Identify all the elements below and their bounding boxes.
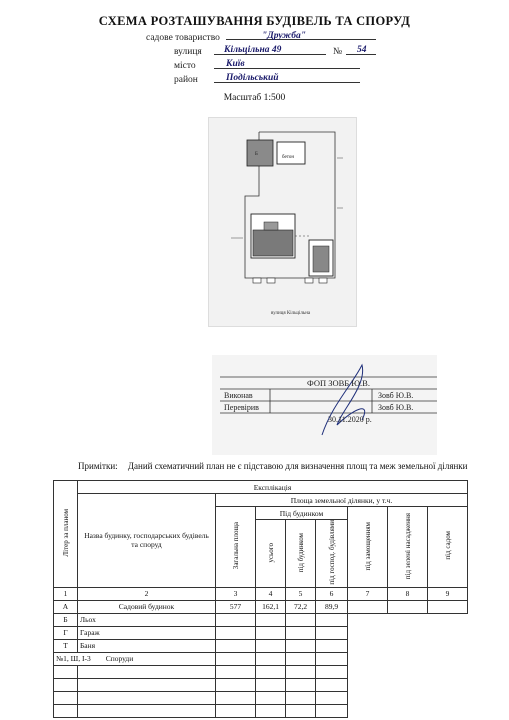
district-label: район	[174, 75, 198, 85]
main-house	[253, 230, 293, 256]
district-value: Подільський	[226, 73, 279, 83]
col-yard-header: під замощенням	[348, 507, 388, 588]
shed-building-label: Б	[255, 152, 258, 157]
col-garden-header: під зелені насадження	[388, 507, 428, 588]
outbuilding	[277, 142, 305, 164]
stamp-text: ФОП ЗОВБ Ю.В.	[307, 378, 370, 388]
shed-building	[247, 140, 273, 166]
table-row: Г Гараж	[54, 626, 468, 639]
col-built-header: усього	[256, 520, 286, 588]
notes-label: Примітки:	[78, 461, 118, 471]
gate-4	[319, 278, 327, 283]
page-title: СХЕМА РОЗТАШУВАННЯ БУДІВЕЛЬ ТА СПОРУД	[98, 14, 411, 28]
site-plan-drawing	[209, 118, 356, 326]
city-value: Київ	[226, 59, 245, 69]
table-row: А Садовий будинок 577 162,1 72,2 89,9	[54, 600, 468, 613]
title-block-area	[212, 355, 437, 455]
table-row: Б Льох	[54, 613, 468, 626]
society-value: "Дружба"	[262, 31, 307, 41]
street-value: Кільцільна 49	[224, 45, 282, 55]
col-letter-header: Літер за планом	[54, 481, 78, 588]
street-label: вулиця	[174, 47, 202, 57]
notes-text: Даний схематичний план не є підставою для визначення площ та меж земельної ділянки	[127, 461, 468, 471]
city-label: місто	[174, 61, 196, 71]
checker-name: Зовб Ю.В.	[378, 403, 414, 412]
col-other-header: під садом	[428, 507, 468, 588]
gate-2	[267, 278, 275, 283]
checker-label: Перевірив	[224, 403, 259, 412]
society-label: садове товариство	[146, 33, 220, 43]
area-header: Площа земельної ділянки, у т.ч.	[216, 494, 468, 507]
scale-label: Масштаб 1:500	[223, 93, 286, 103]
col-name-header: Назва будинку, господарських будівель та споруд	[78, 494, 216, 588]
gate-3	[305, 278, 313, 283]
table-row	[54, 665, 468, 678]
gate-1	[253, 278, 261, 283]
table-row	[54, 652, 468, 665]
performer-name: Зовб Ю.В.	[378, 391, 414, 400]
table-title: Експлікація	[78, 481, 468, 494]
col-total-header: Загальна площа	[216, 507, 256, 588]
site-plan	[208, 117, 357, 327]
sheet-date: 30.11.2020 р.	[328, 415, 372, 424]
table-row	[54, 704, 468, 717]
table-row	[54, 678, 468, 691]
outbuilding-label: бетон	[282, 155, 294, 160]
structures-cell: №1, Ш, І-3 Споруди	[54, 652, 216, 665]
performer-label: Виконав	[224, 391, 253, 400]
explication-table	[53, 480, 468, 718]
house-number-label: №	[333, 47, 343, 57]
notes	[78, 461, 468, 471]
table-row: Т Баня	[54, 639, 468, 652]
street-caption: вулиця Кільцільна	[271, 311, 311, 316]
column-number-row: 1 2 3 4 5 6 7 8 9	[54, 587, 468, 600]
garage	[313, 246, 329, 272]
table-row	[54, 691, 468, 704]
col-outbuildings-header: під господ. будівлями	[316, 520, 348, 588]
main-house-porch	[264, 222, 278, 230]
under-buildings-header: Під будинком	[256, 507, 348, 520]
house-number-value: 54	[357, 45, 367, 55]
col-residential-header: під будинком	[286, 520, 316, 588]
signature-scribble	[322, 365, 365, 435]
